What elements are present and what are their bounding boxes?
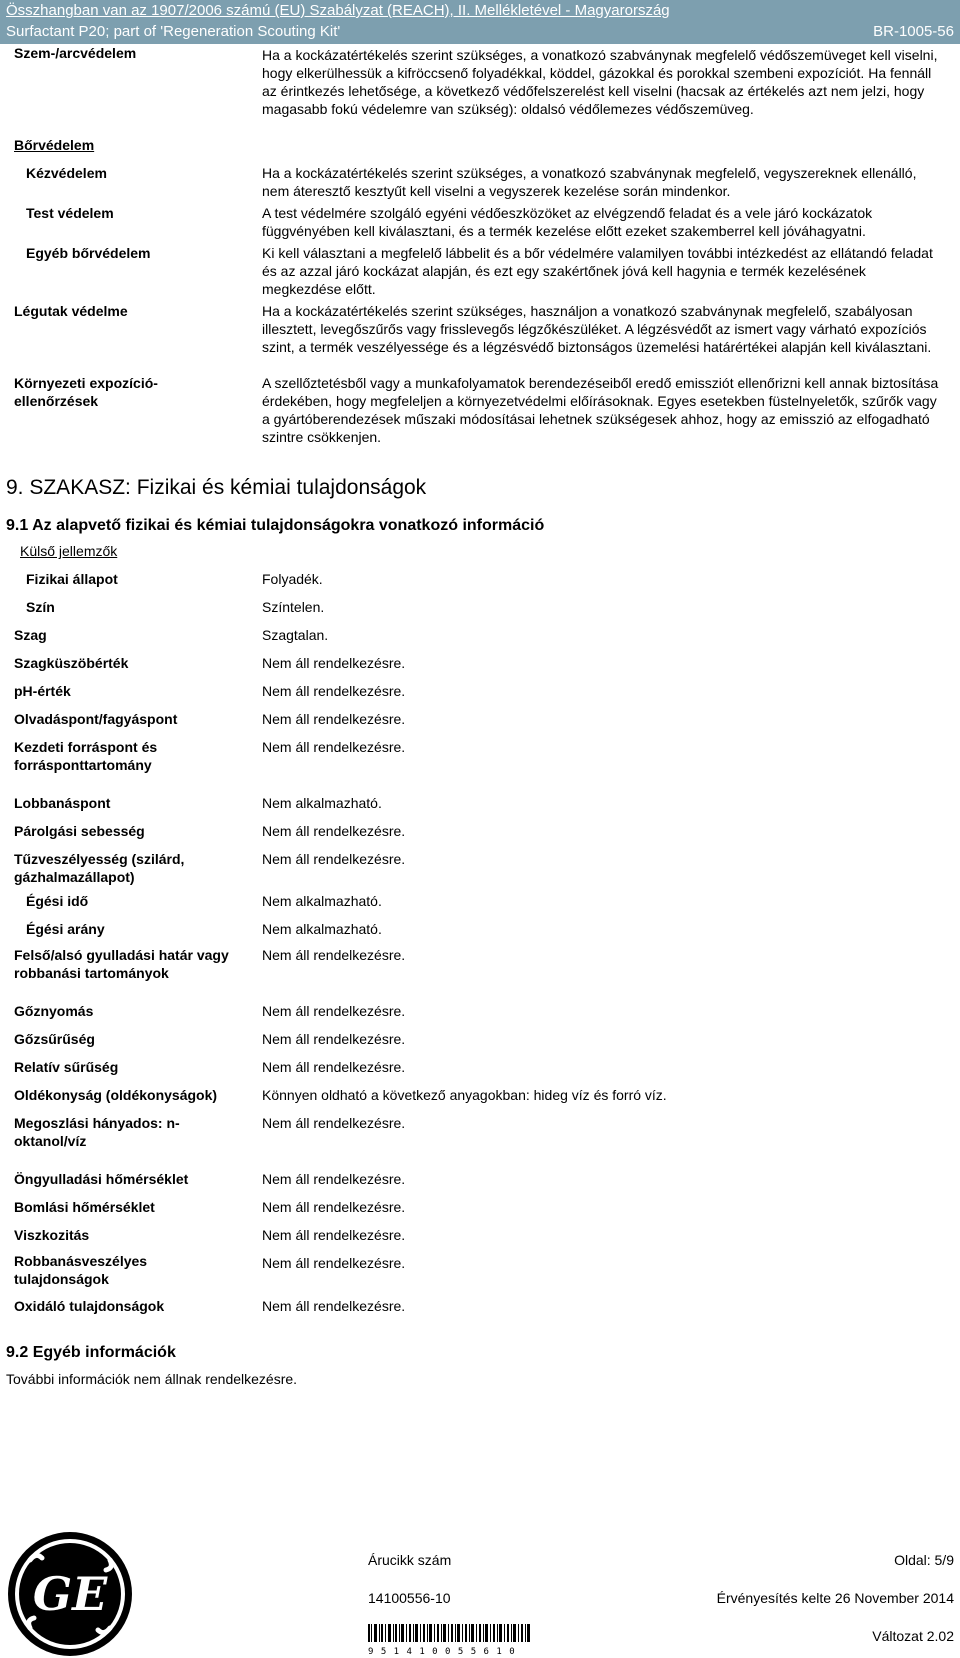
property-label: Kezdeti forráspont és forrásponttartomány (14, 739, 158, 773)
property-label: Oldékonyság (oldékonyságok) (14, 1087, 218, 1103)
property-value: Nem áll rendelkezésre. (262, 1059, 406, 1075)
property-value: Szagtalan. (262, 627, 329, 643)
hand-protection-text: Ha a kockázatértékelés szerint szükséges, a vonatkozó szabványnak megfelelő, vegyszereknek ellenálló, nem áteresztő kesztyűt kell viselni a vegyszerek kezelése során mindenkor. (262, 165, 917, 199)
section-9-1-subtitle: 9.1 Az alapvető fizikai és kémiai tulajdonságokra vonatkozó információ (6, 517, 545, 534)
property-value: Nem áll rendelkezésre. (262, 1003, 406, 1019)
property-value: Nem áll rendelkezésre. (262, 823, 406, 839)
barcode-digits: 9 5 1 4 1 0 0 5 5 6 1 0 (368, 1647, 516, 1657)
ge-logo (6, 1530, 134, 1658)
property-value: Színtelen. (262, 599, 325, 615)
product-name: Surfactant P20; part of 'Regeneration Scouting Kit' (6, 23, 341, 40)
property-value: Nem áll rendelkezésre. (262, 1199, 406, 1215)
item-number-label: Árucikk szám (368, 1552, 452, 1568)
property-value: Nem áll rendelkezésre. (262, 1227, 406, 1243)
section-9-title: 9. SZAKASZ: Fizikai és kémiai tulajdonságok (6, 476, 427, 499)
environmental-exposure-label: Környezeti expozíció-ellenőrzések (14, 375, 158, 409)
property-label: Megoszlási hányados: n-oktanol/víz (14, 1115, 180, 1149)
item-number: 14100556-10 (368, 1590, 451, 1606)
section-9-2-text: További információk nem állnak rendelkezésre. (6, 1371, 298, 1387)
environmental-exposure-text: A szellőztetésből vagy a munkafolyamatok berendezéseiből eredő emissziót ellenőrizni kell annak biztosítása érdekében, hogy megfeleljen a környezetvédelmi előírásoknak. Egyes esetekben füstelnyeletők, szűrők vagy a gyártóberendezések műszaki módosításai lehetnek szükségesek ahhoz, hogy az emisszió az elfogadható szintre csökkenjen. (262, 375, 939, 445)
svg-text:GE: GE (32, 1567, 108, 1621)
document-footer (0, 1520, 960, 1658)
properties-table (14, 542, 946, 1332)
barcode-image (368, 1624, 530, 1642)
property-label: Oxidáló tulajdonságok (14, 1298, 165, 1314)
regulation-line: Összhangban van az 1907/2006 számú (EU) Szabályzat (REACH), II. Mellékletével - Magyarország (6, 2, 670, 19)
property-label: Felső/alsó gyulladási határ vagy robbanási tartományok (14, 947, 229, 981)
page-number: Oldal: 5/9 (894, 1552, 954, 1568)
skin-protection-label: Bőrvédelem (14, 137, 95, 153)
property-value: Nem áll rendelkezésre. (262, 655, 406, 671)
eye-protection-text: Ha a kockázatértékelés szerint szükséges, a vonatkozó szabványnak megfelelő védőszemüveget kell viselni, hogy elkerülhessük a kifröccsenő folyadékkal, köddel, gázokkal és porokkal szembeni expozíciót. Ha fennáll az érintkezés lehetősége, a következő védőfelszerelést kell viselni (hacsak az értékelés azt nem jelzi, hogy magasabb fokú védelemre van szükség): oldalsó védőlemezes védőszemüveg. (262, 47, 938, 117)
document-header (0, 0, 960, 44)
property-label: Szagküszöbérték (14, 655, 129, 671)
body-protection-label: Test védelem (26, 205, 114, 221)
property-label: Robbanásveszélyes tulajdonságok (14, 1253, 148, 1287)
property-value: Nem áll rendelkezésre. (262, 711, 406, 727)
property-value: Nem áll rendelkezésre. (262, 851, 406, 867)
property-value: Nem áll rendelkezésre. (262, 1171, 406, 1187)
property-label: Szag (14, 627, 47, 643)
property-label: Öngyulladási hőmérséklet (14, 1171, 189, 1187)
property-label: Fizikai állapot (26, 571, 118, 587)
barcode (368, 1624, 530, 1657)
section-8-ppe (14, 40, 946, 470)
document-number: BR-1005-56 (873, 23, 954, 40)
other-skin-protection-text: Ki kell választani a megfelelő lábbelit és a bőr védelmére valamilyen további intézkedést az ellátandó feladat és az azzal járó kockázat alapján, és ezt egy szakértőnek jóvá kell hagynia e termék kezelésének megkezdése előtt. (262, 245, 933, 297)
property-label: Párolgási sebesség (14, 823, 145, 839)
section-9-2-title: 9.2 Egyéb információk (6, 1344, 176, 1361)
property-value: Nem áll rendelkezésre. (262, 1115, 406, 1131)
property-value: Nem áll rendelkezésre. (262, 1031, 406, 1047)
appearance-label: Külső jellemzők (20, 543, 118, 559)
property-label: Viszkozitás (14, 1227, 90, 1243)
property-label: pH-érték (14, 683, 71, 699)
property-label: Tűzveszélyesség (szilárd, gázhalmazállapot) (14, 851, 185, 885)
validation-date: Érvényesítés kelte 26 November 2014 (716, 1590, 954, 1606)
property-label: Bomlási hőmérséklet (14, 1199, 155, 1215)
property-value: Nem áll rendelkezésre. (262, 739, 406, 755)
property-label: Lobbanáspont (14, 795, 111, 811)
property-value: Nem áll rendelkezésre. (262, 683, 406, 699)
property-label: Szín (26, 599, 55, 615)
property-label: Olvadáspont/fagyáspont (14, 711, 178, 727)
property-label: Égési arány (26, 921, 105, 937)
property-label: Relatív sűrűség (14, 1059, 119, 1075)
property-label: Gőzsűrűség (14, 1031, 95, 1047)
property-value: Könnyen oldható a következő anyagokban: hideg víz és forró víz. (262, 1087, 667, 1103)
property-value: Nem alkalmazható. (262, 795, 382, 811)
property-value: Nem áll rendelkezésre. (262, 1255, 406, 1271)
respiratory-protection-label: Légutak védelme (14, 303, 128, 319)
property-value: Nem alkalmazható. (262, 921, 382, 937)
property-label: Gőznyomás (14, 1003, 94, 1019)
property-value: Nem áll rendelkezésre. (262, 1298, 406, 1314)
property-value: Folyadék. (262, 571, 323, 587)
respiratory-protection-text: Ha a kockázatértékelés szerint szükséges, használjon a vonatkozó szabványnak megfelelő, szabályosan illesztett, levegőszűrős vagy frisslevegős légzőkészüléket. A légzésvédőt az ismert vagy várható expozíciós szint, a termék veszélyessége és a légzésvédő biztonságos üzemelési határértékei alapján kell kiválasztani. (262, 303, 932, 355)
property-value: Nem áll rendelkezésre. (262, 947, 406, 963)
body-protection-text: A test védelmére szolgáló egyéni védőeszközöket az elvégzendő feladat és a vele járó kockázatok függvényében kell kiválasztani, és a termék kezelése előtt ezeket szakemberrel kell jóváhagyatni. (262, 205, 873, 239)
property-label: Égési idő (26, 893, 89, 909)
eye-protection-label: Szem-/arcvédelem (14, 45, 137, 61)
version: Változat 2.02 (872, 1628, 954, 1644)
other-skin-protection-label: Egyéb bőrvédelem (26, 245, 151, 261)
hand-protection-label: Kézvédelem (26, 165, 107, 181)
property-value: Nem alkalmazható. (262, 893, 382, 909)
